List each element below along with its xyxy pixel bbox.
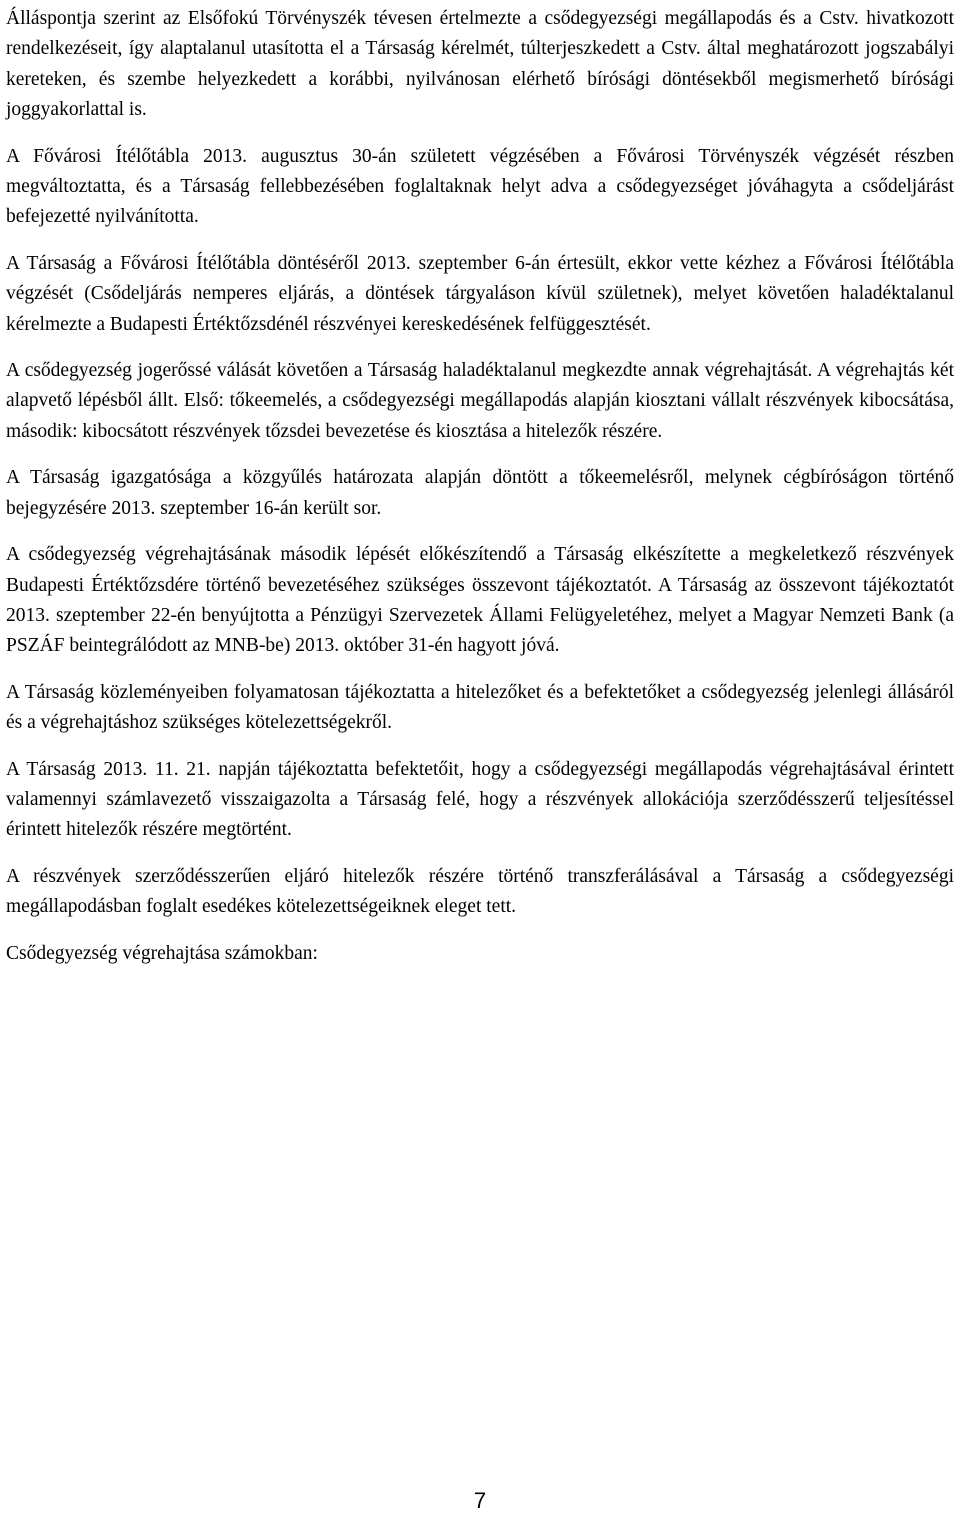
paragraph-capital-increase: A Társaság igazgatósága a közgyűlés határozata alapján döntött a tőkeemelésről, melynek cégbíróságon történő bejegyzésére 2013. szeptember 16-án került sor.: [6, 467, 954, 519]
paragraph-figures-heading: Csődegyezség végrehajtása számokban:: [6, 942, 318, 964]
paragraph-prospectus: A csődegyezség végrehajtásának második lépését előkészítendő a Társaság elkészítette a megkeletkező részvények Budapesti Értéktőzsdére történő bevezetéséhez szükséges összevont tájékoztatót. A Társaság az összevont tájékoztatót 2013. szeptember 22-én benyújtotta a Pénzügyi Szervezetek Állami Felügyeletéhez, melyet a Magyar Nemzeti Bank (a PSZÁF beintegrálódott az MNB-be) 2013. október 31-én hagyott jóvá.: [6, 544, 954, 657]
paragraph-allocation: A Társaság 2013. 11. 21. napján tájékoztatta befektetőit, hogy a csődegyezségi megállapodás végrehajtásával érintett valamennyi számlavezető visszaigazolta a Társaság felé, hogy a részvények allokációja szerződésszerű teljesítéssel érintett hitelezők részére megtörtént.: [6, 758, 954, 841]
paragraph-notification: A Társaság a Fővárosi Ítélőtábla döntéséről 2013. szeptember 6-án értesült, ekkor vette kézhez a Fővárosi Ítélőtábla végzését (Csődeljárás nemperes eljárás, a döntések tárgyaláson kívül születnek), melyet követően haladéktalanul kérelmezte a Budapesti Értéktőzsdénél részvényei kereskedésének felfüggesztését.: [6, 252, 954, 335]
document-page: [6, 4, 954, 969]
paragraph-transfer: A részvények szerződésszerűen eljáró hitelezők részére történő transzferálásával a Társaság a csődegyezségi megállapodásban foglalt esedékes kötelezettségeiknek eleget tett.: [6, 865, 954, 918]
paragraph-execution-steps: A csődegyezség jogerőssé válását követően a Társaság haladéktalanul megkezdte annak végrehajtását. A végrehajtás két alapvető lépésből állt. Első: tőkeemelés, a csődegyezségi megállapodás alapján kiosztani vállalt részvények kibocsátása, második: kibocsátott részvények tőzsdei bevezetése és kiosztása a hitelezők részére.: [6, 360, 954, 442]
paragraph-announcements: A Társaság közleményeiben folyamatosan tájékoztatta a hitelezőket és a befektetőket a csődegyezség jelenlegi állásáról és a végrehajtáshoz szükséges kötelezettségekről.: [6, 681, 954, 734]
paragraph-court-ruling: A Fővárosi Ítélőtábla 2013. augusztus 30-án született végzésében a Fővárosi Törvényszék végzését részben megváltoztatta, és a Társaság fellebbezésében foglaltaknak helyt adva a csődegyezséget jóváhagyta a csődeljárást befejezetté nyilvánította.: [6, 145, 954, 228]
paragraph-position: Álláspontja szerint az Elsőfokú Törvényszék tévesen értelmezte a csődegyezségi megállapodás és a Cstv. hivatkozott rendelkezéseit, így alaptalanul utasította el a Társaság kérelmét, túlterjeszkedett a Cstv. által meghatározott jogszabályi kereteken, és szembe helyezkedett a korábbi, nyilvánosan elérhető bírósági döntésekből megismerhető bírósági joggyakorlattal is.: [6, 8, 954, 121]
page-number: 7: [473, 1488, 487, 1513]
